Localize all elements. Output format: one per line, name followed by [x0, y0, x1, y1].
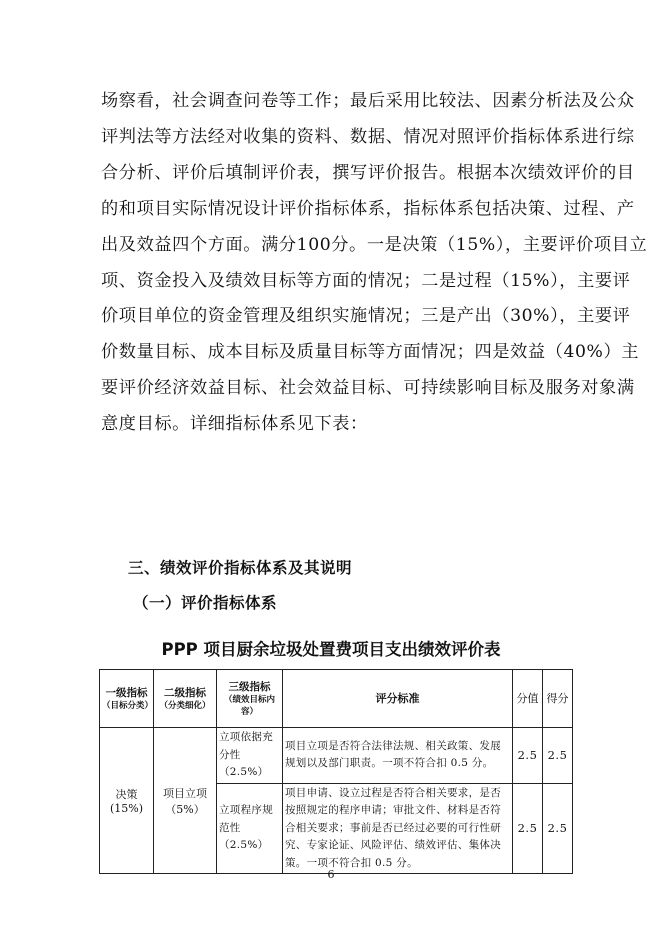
header-level2: 二级指标 （分类细化） — [154, 670, 217, 728]
paragraph-line: 价项目单位的资金管理及组织实施情况；三是产出（30%），主要评 — [101, 306, 631, 327]
paragraph-line: 要评价经济效益目标、社会效益目标、可持续影响目标及服务对象满 — [101, 378, 635, 399]
sub-heading: （一）评价指标体系 — [133, 594, 278, 612]
cell-level2: 项目立项（5%） — [154, 728, 217, 874]
header-score-got: 得分 — [543, 670, 573, 728]
header-criteria: 评分标准 — [283, 670, 513, 728]
paragraph-line: 价数量目标、成本目标及质量目标等方面情况；四是效益（40%）主 — [101, 342, 640, 363]
page-number: 6 — [327, 868, 335, 881]
body-paragraph — [101, 84, 648, 443]
table-row — [100, 728, 573, 784]
section-heading: 三、绩效评价指标体系及其说明 — [128, 559, 353, 577]
cell-score-got: 2.5 — [543, 783, 573, 874]
cell-criteria: 项目申请、设立过程是否符合相关要求，是否按照规定的程序申请；审批文件、材料是否符合相关要求；事前是否已经过必要的可行性研究、专家论证、风险评估、绩效评估、集体决策。一项不符合扣 0.5 分。 — [283, 783, 513, 874]
paragraph-line: 场察看，社会调查问卷等工作；最后采用比较法、因素分析法及公众 — [101, 91, 635, 111]
cell-level1: 决策(15%) — [100, 728, 154, 874]
table-header-row — [100, 670, 573, 728]
paragraph-line: 项、资金投入及绩效目标等方面的情况；二是过程（15%），主要评 — [101, 270, 631, 291]
cell-score-value: 2.5 — [513, 728, 543, 784]
paragraph-line: 出及效益四个方面。满分100分。一是决策（15%），主要评价项目立 — [101, 234, 648, 255]
paragraph-line: 评判法等方法经对收集的资料、数据、情况对照评价指标体系进行综 — [101, 126, 635, 147]
cell-criteria: 项目立项是否符合法律法规、相关政策、发展规划以及部门职责。一项不符合扣 0.5 分。 — [283, 728, 513, 784]
cell-level3: 立项依据充分性（2.5%） — [217, 728, 283, 784]
cell-score-value: 2.5 — [513, 783, 543, 874]
cell-score-got: 2.5 — [543, 728, 573, 784]
header-level1: 一级指标 （目标分类） — [100, 670, 154, 728]
paragraph-line: 意度目标。详细指标体系见下表： — [101, 414, 368, 435]
table-title: PPP 项目厨余垃圾处置费项目支出绩效评价表 — [161, 640, 501, 659]
header-level3: 三级指标 （绩效目标内容） — [217, 670, 283, 728]
header-score-value: 分值 — [513, 670, 543, 728]
paragraph-line: 合分析、评价后填制评价表，撰写评价报告。根据本次绩效评价的目 — [101, 162, 635, 183]
paragraph-line: 的和项目实际情况设计评价指标体系，指标体系包括决策、过程、产 — [101, 198, 635, 219]
evaluation-table — [99, 669, 573, 874]
cell-level3: 立项程序规范性（2.5%） — [217, 783, 283, 874]
